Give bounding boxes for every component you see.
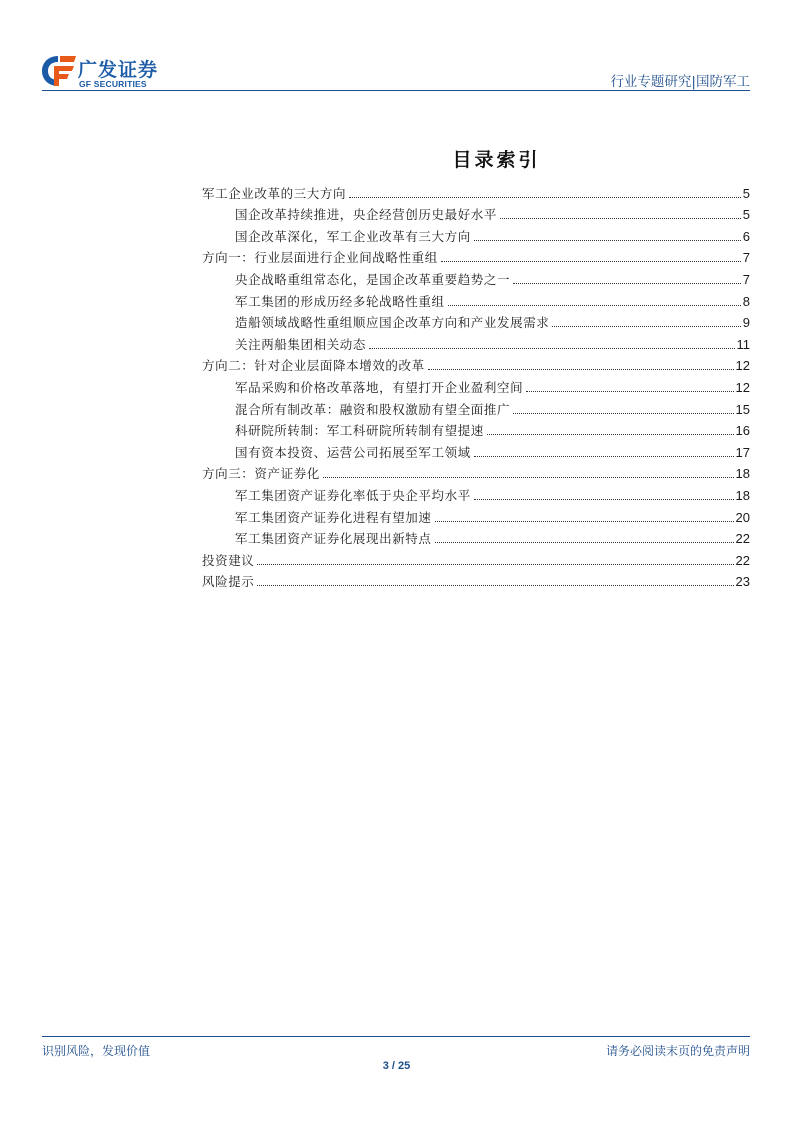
toc-entry-text[interactable]: 科研院所转制：军工科研院所转制有望提速 [235,423,484,439]
toc-entry[interactable] [202,309,750,331]
toc-entry[interactable] [202,330,750,352]
toc-entry-page[interactable]: 6 [742,228,750,244]
toc-entry-page[interactable]: 22 [735,531,750,547]
footer-divider [42,1036,750,1037]
toc-entry[interactable] [202,244,750,266]
toc-entry-page[interactable]: 15 [735,401,750,417]
toc-entry-text[interactable]: 国企改革持续推进，央企经营创历史最好水平 [235,207,498,223]
toc-entry-page[interactable]: 12 [735,358,750,374]
toc-entry-text[interactable]: 军工集团的形成历经多轮战略性重组 [235,293,445,309]
toc-entry-text[interactable]: 军工集团资产证券化展现出新特点 [235,531,432,547]
toc-entry-text[interactable]: 方向二：针对企业层面降本增效的改革 [202,358,425,374]
toc-entry-page[interactable]: 7 [742,271,750,287]
report-category: 行业专题研究|国防军工 [610,74,750,90]
toc-dot-leader [441,261,741,262]
toc-dot-leader [474,456,734,457]
logo-english-name: GF SECURITIES [79,79,147,89]
toc-entry[interactable] [202,417,750,439]
toc-dot-leader [349,197,741,198]
toc-entry[interactable] [202,460,750,482]
toc-entry[interactable] [202,438,750,460]
toc-entry-text[interactable]: 军品采购和价格改革落地，有望打开企业盈利空间 [235,379,524,395]
toc-dot-leader [257,564,733,565]
toc-entry-page[interactable]: 11 [736,336,750,352]
toc-dot-leader [257,585,733,586]
toc-entry-text[interactable]: 风险提示 [202,574,255,590]
toc-entry-text[interactable]: 军工企业改革的三大方向 [202,185,347,201]
toc-entry[interactable] [202,568,750,590]
toc-entry[interactable] [202,265,750,287]
toc-entry-text[interactable]: 混合所有制改革：融资和股权激励有望全面推广 [235,401,511,417]
toc-dot-leader [526,391,733,392]
toc-entry-text[interactable]: 国企改革深化，军工企业改革有三大方向 [235,228,471,244]
header-divider [42,90,750,91]
toc-entry-text[interactable]: 投资建议 [202,552,255,568]
toc-dot-leader [369,348,734,349]
toc-entry[interactable] [202,287,750,309]
toc-entry-text[interactable]: 军工集团资产证券化进程有望加速 [235,509,432,525]
toc-entry-text[interactable]: 国有资本投资、运营公司拓展至军工领域 [235,444,471,460]
toc-dot-leader [428,369,734,370]
footer-slogan: 识别风险，发现价值 [42,1044,151,1058]
toc-entry-text[interactable]: 军工集团资产证券化率低于央企平均水平 [235,487,471,503]
toc-dot-leader [487,434,734,435]
toc-entry[interactable] [202,179,750,201]
toc-entry-text[interactable]: 央企战略重组常态化，是国企改革重要趋势之一 [235,271,511,287]
toc-dot-leader [513,283,741,284]
toc-entry-page[interactable]: 5 [742,207,750,223]
toc-entry[interactable] [202,201,750,223]
toc-entry[interactable] [202,546,750,568]
toc-entry-page[interactable]: 16 [735,423,750,439]
toc-entry[interactable] [202,352,750,374]
toc-dot-leader [448,305,741,306]
footer-disclaimer-note: 请务必阅读末页的免责声明 [605,1044,750,1058]
toc-entry-page[interactable]: 18 [735,487,750,503]
toc-entry-page[interactable]: 20 [735,509,750,525]
logo-chinese-name: 广发证券 [78,59,159,81]
gf-logo-icon [40,54,76,88]
toc-dot-leader [474,499,734,500]
toc-entry[interactable] [202,525,750,547]
toc-entry-text[interactable]: 造船领域战略性重组顺应国企改革方向和产业发展需求 [235,315,550,331]
page-number: 3 / 25 [382,1060,411,1072]
toc-dot-leader [513,413,733,414]
toc-entry[interactable] [202,481,750,503]
toc-entry[interactable] [202,503,750,525]
toc-entry-text[interactable]: 方向三：资产证券化 [202,466,320,482]
toc-title: 目录索引 [452,149,541,171]
toc-dot-leader [474,240,741,241]
toc-entry-page[interactable]: 9 [742,315,750,331]
toc-entry-page[interactable]: 23 [735,574,750,590]
table-of-contents [202,179,750,589]
toc-entry-page[interactable]: 8 [742,293,750,309]
toc-dot-leader [435,542,734,543]
toc-entry-page[interactable]: 7 [742,250,750,266]
gf-securities-logo [40,54,180,94]
toc-entry-page[interactable]: 5 [742,185,750,201]
toc-entry-text[interactable]: 方向一：行业层面进行企业间战略性重组 [202,250,438,266]
toc-entry-text[interactable]: 关注两船集团相关动态 [235,336,367,352]
toc-entry[interactable] [202,373,750,395]
toc-entry-page[interactable]: 18 [735,466,750,482]
toc-entry-page[interactable]: 12 [735,379,750,395]
toc-entry-page[interactable]: 17 [735,444,750,460]
toc-dot-leader [323,477,734,478]
toc-dot-leader [552,326,740,327]
toc-entry-page[interactable]: 22 [735,552,750,568]
toc-entry[interactable] [202,395,750,417]
toc-dot-leader [500,218,741,219]
toc-entry[interactable] [202,222,750,244]
toc-dot-leader [435,521,734,522]
